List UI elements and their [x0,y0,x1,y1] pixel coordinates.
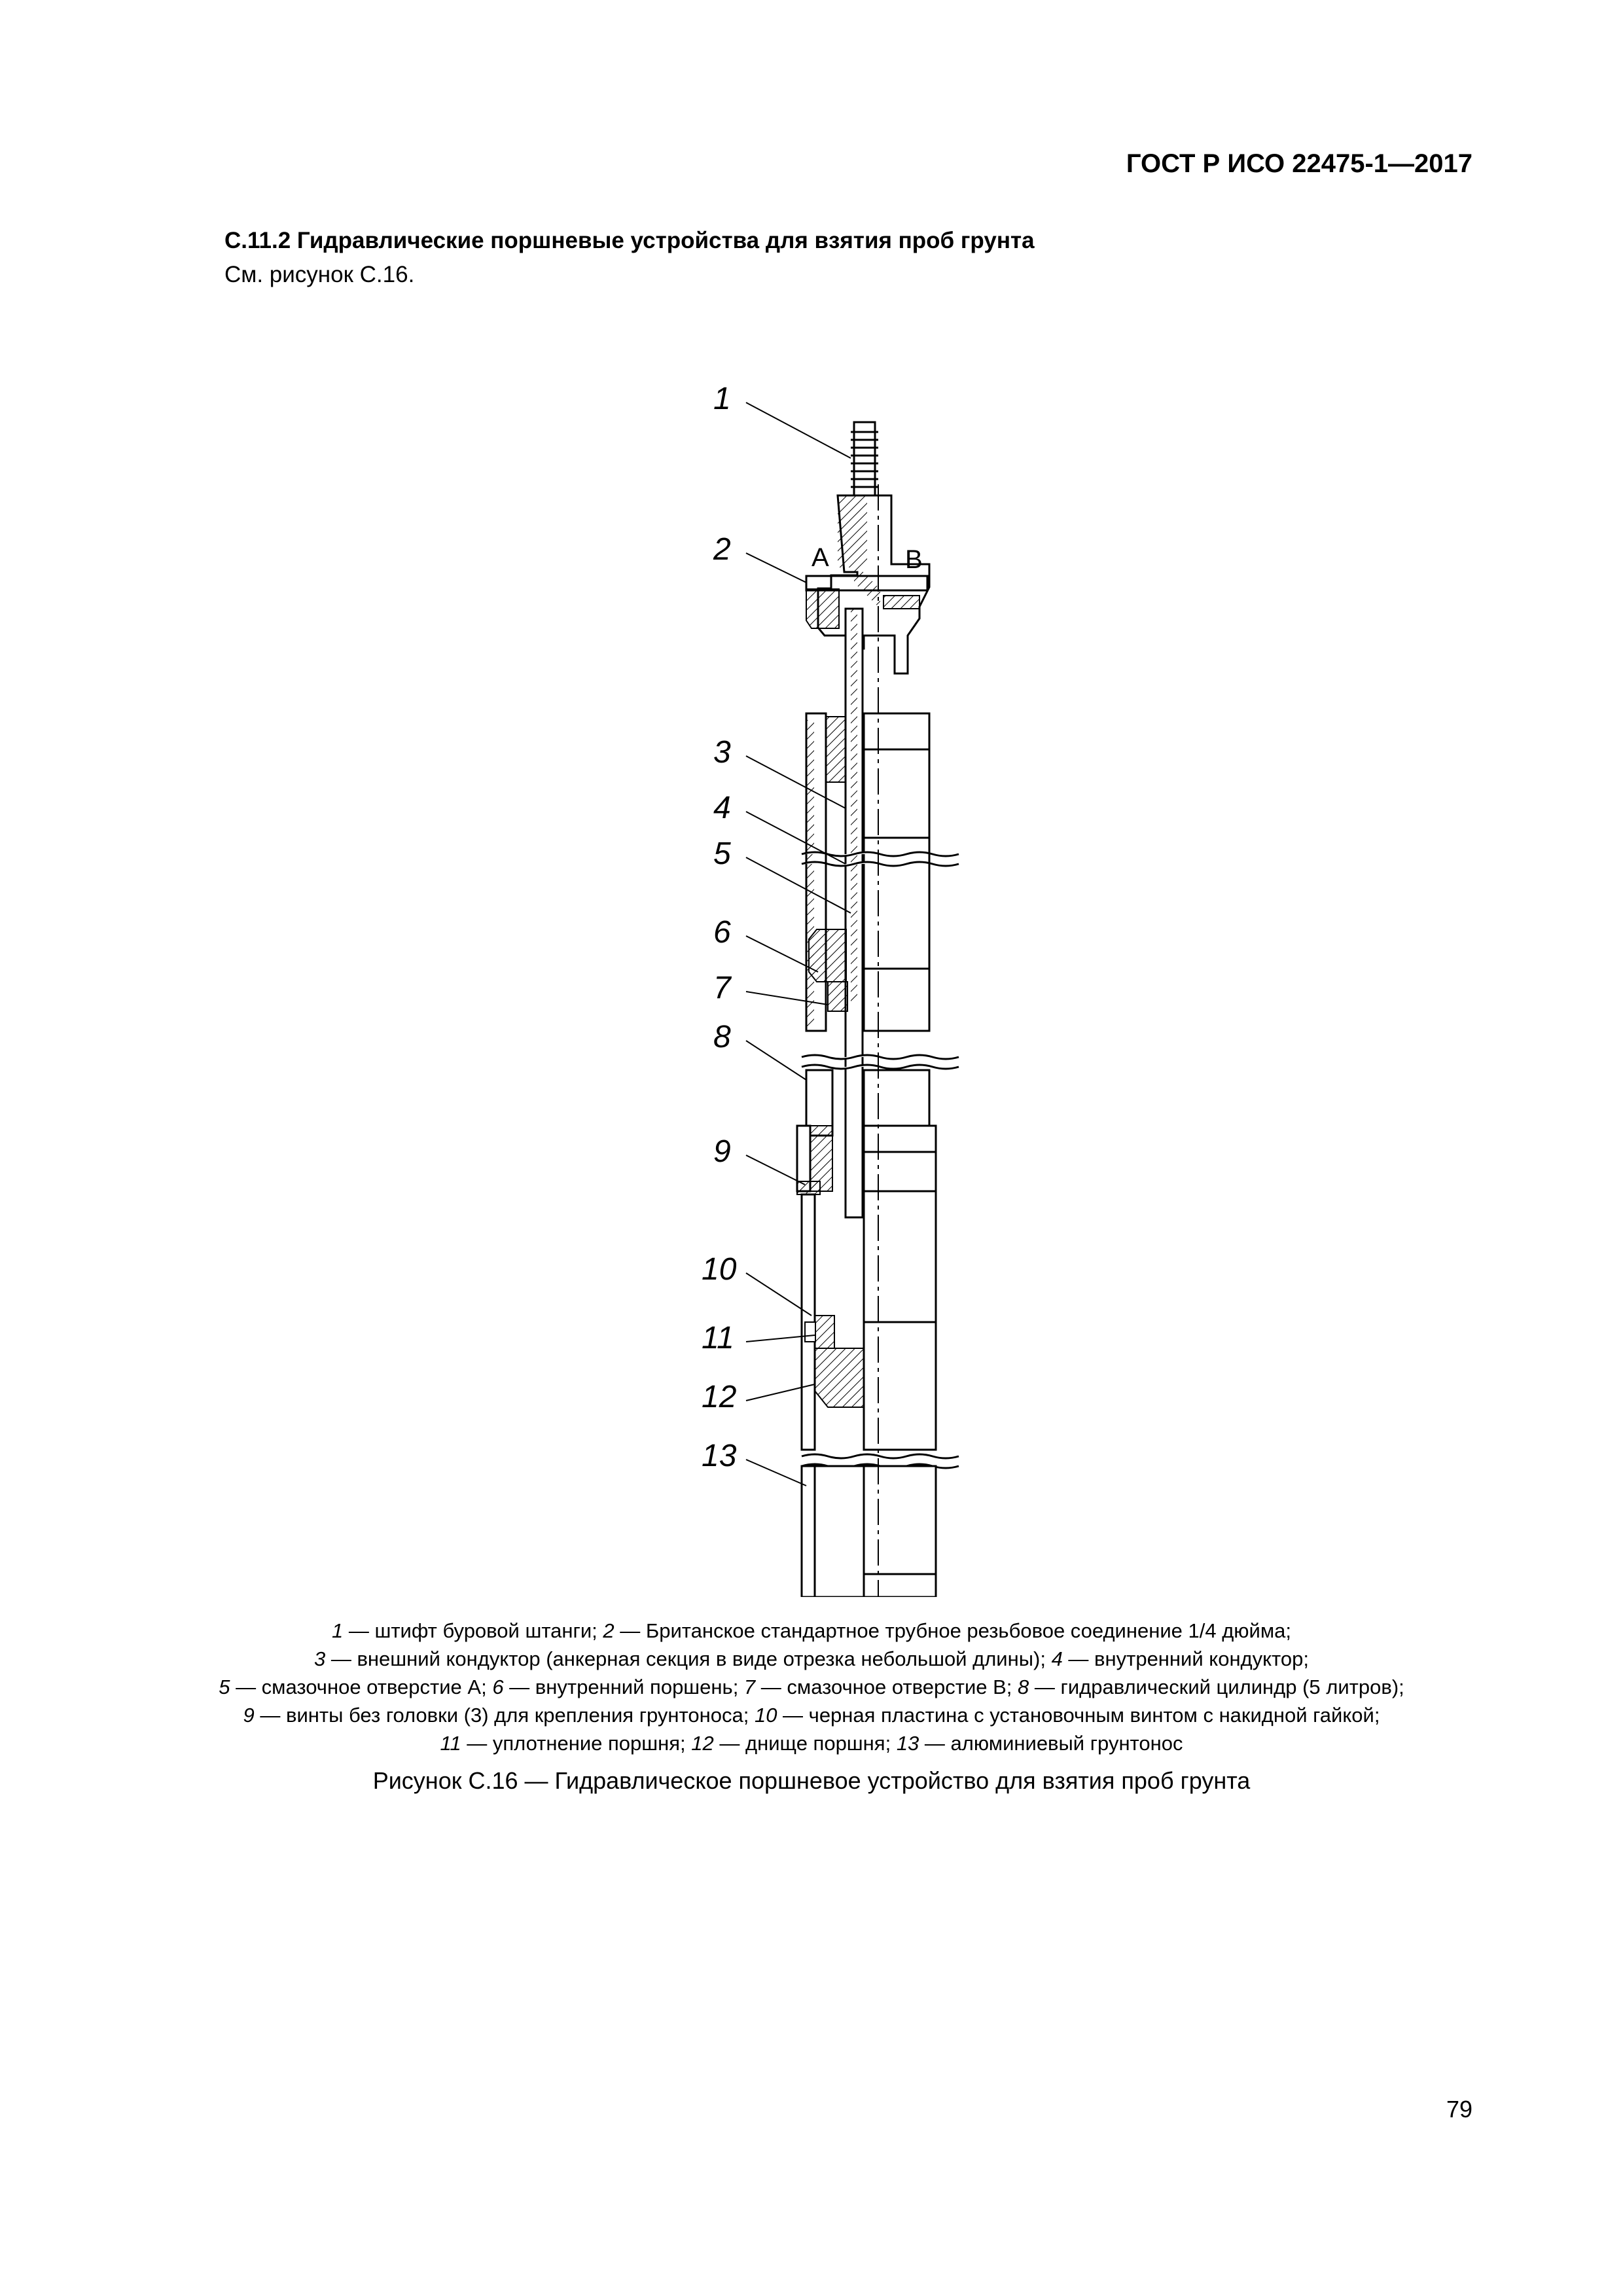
legend-text: — уплотнение поршня; [461,1732,692,1755]
legend-text: — внутренний поршень; [503,1676,744,1698]
legend-number: 8 [1018,1676,1029,1698]
legend-text: — днище поршня; [713,1732,897,1755]
section-title: С.11.2 Гидравлические поршневые устройства для взятия проб грунта [224,228,1035,253]
legend-text: — штифт буровой штанги; [343,1619,603,1642]
legend-number: 5 [219,1676,230,1698]
port-label-b: B [905,545,923,574]
figure-reference: См. рисунок С.16. [224,262,415,287]
callout-7: 7 [713,971,731,1005]
legend-text: — алюминиевый грунтонос [919,1732,1183,1755]
legend-text: — внешний кондуктор (анкерная секция в виде отрезка небольшой длины); [325,1647,1052,1670]
legend-line [118,1701,1505,1729]
figure-legend [118,1617,1505,1757]
legend-number: 9 [243,1704,255,1727]
callout-4: 4 [713,791,731,825]
legend-number: 1 [331,1619,344,1642]
legend-line [118,1729,1505,1757]
legend-number: 4 [1051,1647,1063,1670]
sampler-tube [802,1191,959,1597]
legend-text: — черная пластина с установочным винтом с накидной гайкой; [777,1704,1380,1727]
callout-3: 3 [713,735,731,770]
legend-number: 6 [492,1676,504,1698]
legend-line [118,1645,1505,1673]
drill-rod-pin [851,422,878,495]
legend-text: — Британское стандартное трубное резьбовое соединение 1/4 дюйма; [614,1619,1292,1642]
head-body [806,495,929,673]
legend-text: — винты без головки (3) для крепления грунтоноса; [254,1704,755,1727]
callout-8: 8 [713,1020,731,1054]
callout-1: 1 [713,382,731,416]
callout-10: 10 [702,1252,737,1287]
callout-13: 13 [702,1439,737,1473]
callout-6: 6 [713,915,731,950]
document-code-header: ГОСТ Р ИСО 22475-1—2017 [1126,149,1472,178]
legend-text: — гидравлический цилиндр (5 литров); [1029,1676,1404,1698]
legend-text: — смазочное отверстие А; [230,1676,493,1698]
legend-number: 11 [440,1732,461,1755]
callout-9: 9 [713,1134,731,1169]
outer-conductor-pipe [846,609,863,1217]
legend-number: 2 [603,1619,615,1642]
legend-number: 7 [743,1676,756,1698]
callout-11: 11 [702,1321,734,1355]
legend-text: — внутренний кондуктор; [1062,1647,1310,1670]
port-label-a: A [812,543,829,572]
page-number: 79 [1446,2096,1472,2123]
callout-5: 5 [713,836,731,871]
figure-caption: Рисунок С.16 — Гидравлическое поршневое устройство для взятия проб грунта [372,1767,1251,1794]
callout-2: 2 [713,532,731,567]
legend-number: 3 [313,1647,326,1670]
piston-sampler-drawing [654,367,969,1597]
callout-12: 12 [702,1380,737,1414]
legend-line [118,1617,1505,1645]
upper-cylinder [802,713,959,1031]
legend-number: 10 [754,1704,777,1727]
legend-number: 13 [896,1732,919,1755]
legend-text: — смазочное отверстие В; [755,1676,1018,1698]
legend-number: 12 [691,1732,714,1755]
legend-line [118,1673,1505,1701]
